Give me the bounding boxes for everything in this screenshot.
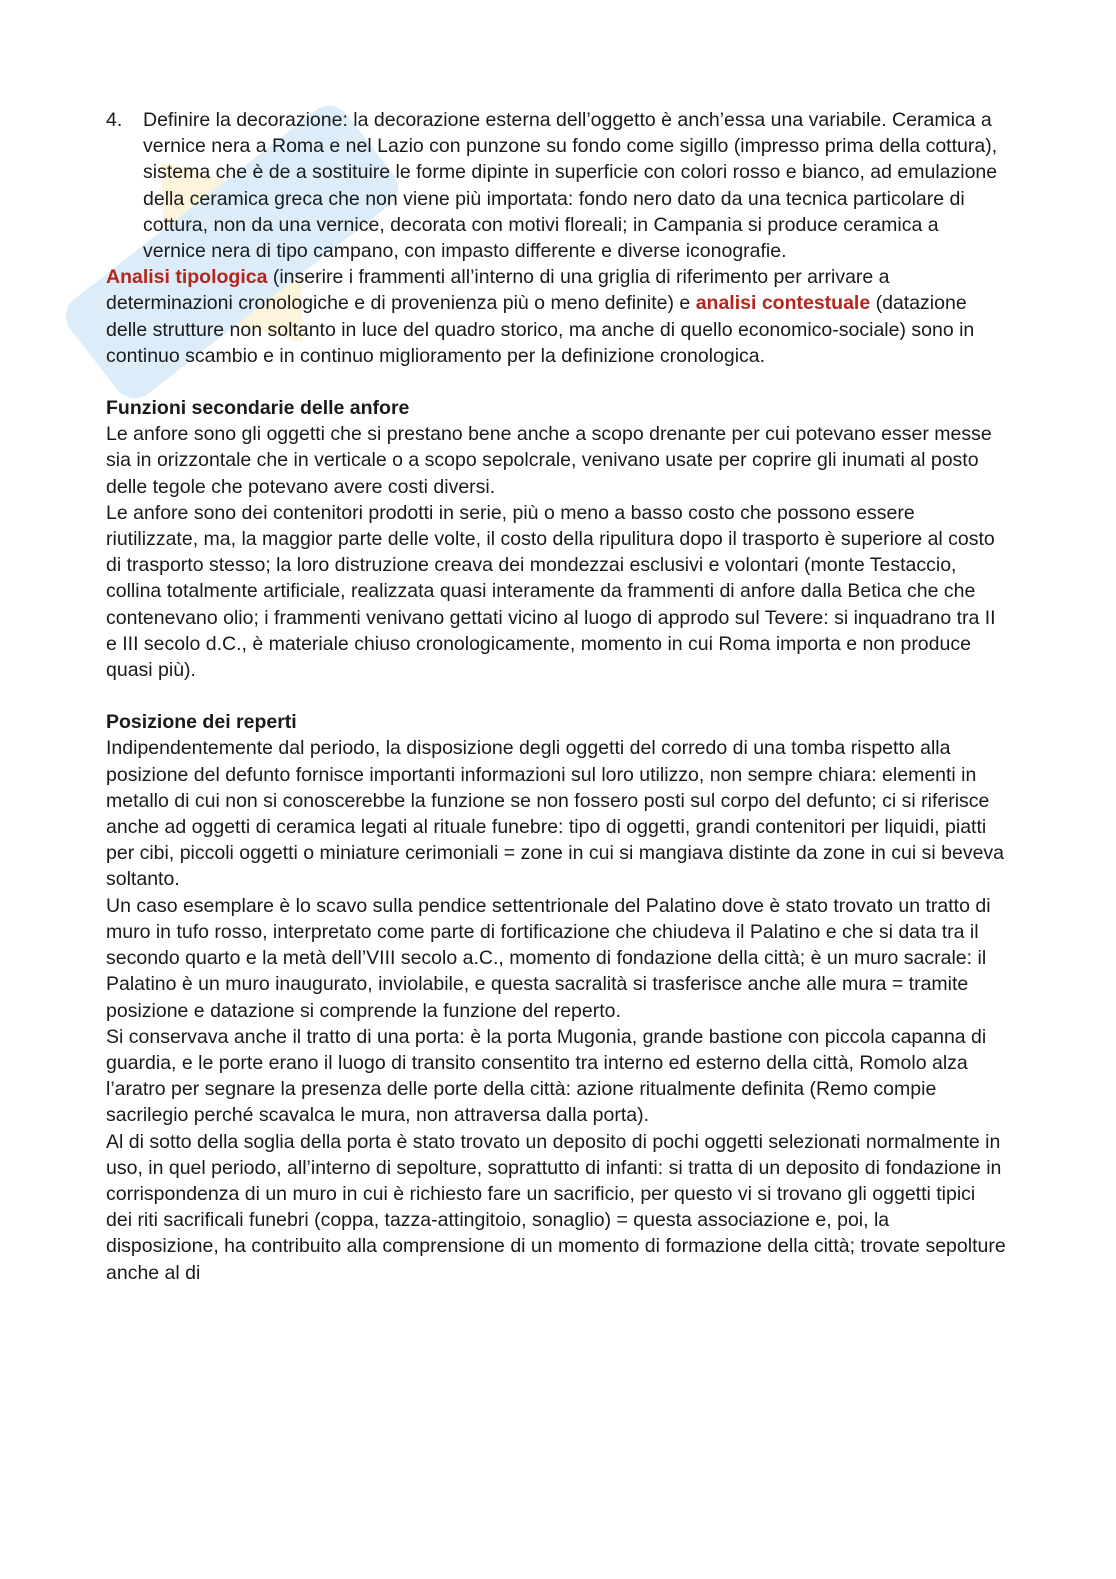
posizione-paragraph-2: Un caso esemplare è lo scavo sulla pendice settentrionale del Palatino dove è stato trovato un tratto di muro in tufo rosso, interpretato come parte di fortificazione che chiudeva il Palatino e che si data tra il secondo quarto e la metà dell’VIII secolo a.C., momento di fondazione della città; è un muro sacrale: il Palatino è un muro inaugurato, inviolabile, e questa sacralità si trasferisce anche alle mura = tramite posizione e datazione si comprende la funzione del reperto. [106,894,991,1022]
spacer [106,683,1006,709]
heading-posizione-reperti: Posizione dei reperti [106,711,297,734]
posizione-paragraph-1: Indipendentemente dal periodo, la disposizione degli oggetti del corredo di una tomba rispetto alla posizione del defunto fornisce importanti informazioni sul loro utilizzo, non sempre chiara: elementi in metallo di cui non si conoscerebbe la funzione se non fossero posti sul corpo del defunto; ci si riferisce anche ad oggetti di ceramica legati al rituale funebre: tipo di oggetti, grandi contenitori per liquidi, piatti per cibi, piccoli oggetti o miniature cerimoniali = zone in cui si mangiava distinte da zone in cui si beveva soltanto. [106,737,1005,891]
list-number: 4. [106,109,123,131]
heading-funzioni-secondarie: Funzioni secondarie delle anfore [106,397,410,420]
list-item-4 [106,107,1006,264]
posizione-paragraph-3: Si conservava anche il tratto di una porta: è la porta Mugonia, grande bastione con piccola capanna di guardia, e le porte erano il luogo di transito consentito tra interno ed esterno della città, Romolo alza l’aratro per segnare la presenza delle porte della città: azione ritualmente definita (Remo compie sacrilegio perché scavalca le mura, non attraversa dalla porta). [106,1025,987,1127]
term-analisi-tipologica: Analisi tipologica [106,266,268,289]
analisi-text-1: (inserire i frammenti all’interno di una griglia di riferimento per arrivare a determinazioni cronologiche e di provenienza più o meno definite) e [106,266,890,315]
spacer [106,369,1006,395]
term-analisi-contestuale: analisi contestuale [695,292,871,315]
funzioni-paragraph-2: Le anfore sono dei contenitori prodotti in serie, più o meno a basso costo che possono essere riutilizzate, ma, la maggior parte delle volte, il costo della ripulitura dopo il trasporto è superiore al costo di trasporto stesso; la loro distruzione creava dei mondezzai esclusivi e volontari (monte Testaccio, collina totalmente artificiale, realizzata quasi interamente da frammenti di anfore dalla Betica che che contenevano olio; i frammenti venivano gettati vicino al luogo di approdo sul Tevere: si inquadrano tra II e III secolo d.C., è materiale chiuso cronologicamente, momento in cui Roma importa e non produce quasi più). [106,501,996,682]
posizione-paragraph-4: Al di sotto della soglia della porta è stato trovato un deposito di pochi oggetti selezionati normalmente in uso, in quel periodo, all’interno di sepolture, soprattutto di infanti: si tratta di un deposito di fondazione in corrispondenza di un muro in cui è richiesto fare un sacrificio, per questo vi si trovano gli oggetti tipici dei riti sacrificali funebri (coppa, tazza-attingitoio, sonaglio) = questa associazione e, poi, la disposizione, ha contribuito alla comprensione di un momento di formazione della città; trovate sepolture anche al di [106,1130,1006,1284]
document-content [106,107,1006,1286]
funzioni-paragraph-1: Le anfore sono gli oggetti che si prestano bene anche a scopo drenante per cui potevano esser messe sia in orizzontale che in verticale o a scopo sepolcrale, venivano usate per coprire gli inumati al posto delle tegole che potevano avere costi diversi. [106,423,992,498]
analisi-text-2: (datazione delle strutture non soltanto in luce del quadro storico, ma anche di quello economico-sociale) sono in continuo scambio e in continuo miglioramento per la definizione cronologica. [106,292,975,367]
list-item-text: Definire la decorazione: la decorazione esterna dell’oggetto è anch’essa una variabile. Ceramica a vernice nera a Roma e nel Lazio con punzone su fondo come sigillo (impresso prima della cottura), sistema che è de a sostituire le forme dipinte in superficie con colori rosso e bianco, ad emulazione della ceramica greca che non viene più importata: fondo nero dato da una tecnica particolare di cottura, non da una vernice, decorata con motivi floreali; in Campania si produce ceramica a vernice nera di tipo campano, con impasto differente e diverse iconografie. [143,109,998,263]
analisi-paragraph [106,264,1006,369]
